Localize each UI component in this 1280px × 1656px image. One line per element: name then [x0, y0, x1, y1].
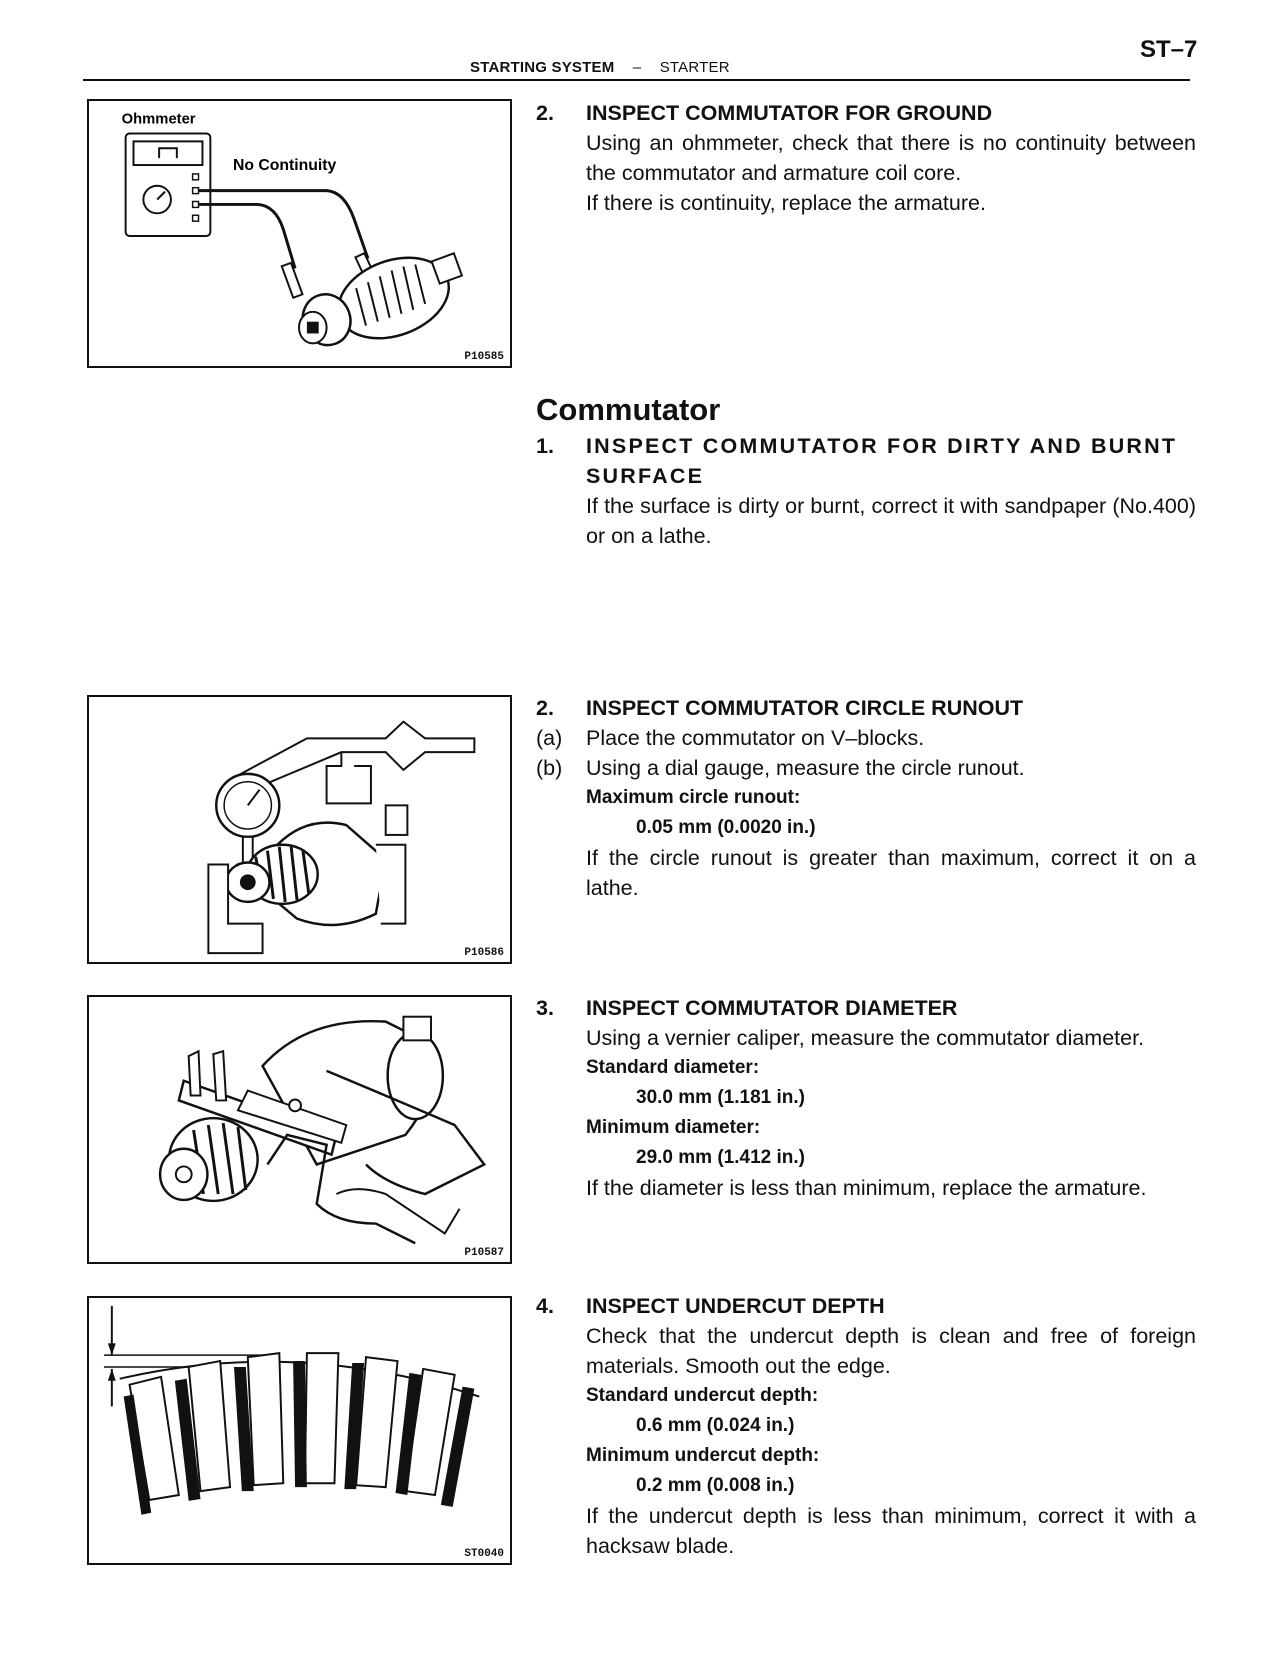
spec-value: 30.0 mm (1.181 in.): [636, 1087, 805, 1108]
step-number: 2.: [536, 696, 554, 720]
step-runout: [536, 693, 1196, 903]
step-note: If the diameter is less than minimum, replace the armature.: [586, 1176, 1147, 1200]
figure-ohmmeter: [87, 99, 512, 368]
figure-runout: [87, 695, 512, 964]
substep-label: (b): [536, 756, 563, 780]
substep-text: Place the commutator on V–blocks.: [586, 726, 925, 750]
runout-illustration: [89, 697, 510, 962]
diameter-illustration: [89, 997, 510, 1262]
figure-code: P10586: [464, 947, 504, 959]
figure-undercut: [87, 1296, 512, 1565]
step-dirty: [536, 431, 1196, 551]
figure-code: ST0040: [464, 1548, 504, 1560]
spec-value: 0.05 mm (0.0020 in.): [636, 817, 816, 838]
ohmmeter-label: Ohmmeter: [121, 111, 196, 128]
step-title: INSPECT COMMUTATOR DIAMETER: [586, 996, 958, 1020]
step-title: INSPECT COMMUTATOR FOR GROUND: [586, 101, 993, 125]
spec-value: 0.2 mm (0.008 in.): [636, 1475, 795, 1496]
running-header: [470, 59, 730, 76]
header-chapter: STARTING SYSTEM: [470, 59, 615, 76]
ohmmeter-illustration: [89, 101, 510, 366]
step-title: INSPECT COMMUTATOR CIRCLE RUNOUT: [586, 696, 1024, 720]
no-continuity-label: No Continuity: [233, 156, 337, 174]
spec-label: Maximum circle runout:: [586, 787, 801, 808]
figure-code: P10587: [464, 1247, 504, 1259]
step-number: 4.: [536, 1294, 554, 1318]
spec-value: 29.0 mm (1.412 in.): [636, 1147, 805, 1168]
step-text: If there is continuity, replace the armature.: [586, 191, 986, 215]
step-text: If the surface is dirty or burnt, correct it with sandpaper (No.400) or on a lathe.: [586, 494, 1196, 548]
header-separator: –: [632, 59, 642, 76]
spec-value: 0.6 mm (0.024 in.): [636, 1415, 795, 1436]
spec-label: Minimum diameter:: [586, 1117, 761, 1138]
header-section: STARTER: [659, 59, 730, 76]
figure-diameter: [87, 995, 512, 1264]
step-note: If the circle runout is greater than maximum, correct it on a lathe.: [586, 846, 1196, 900]
step-text: Using a vernier caliper, measure the commutator diameter.: [586, 1026, 1145, 1050]
step-diameter: [536, 993, 1196, 1203]
step-number: 1.: [536, 434, 554, 458]
substep-label: (a): [536, 726, 563, 750]
section-title: Commutator: [536, 392, 721, 427]
step-number: 3.: [536, 996, 554, 1020]
step-number: 2.: [536, 101, 554, 125]
spec-label: Standard undercut depth:: [586, 1385, 819, 1406]
page-number: ST–7: [1140, 36, 1198, 63]
step-text: Check that the undercut depth is clean and free of foreign materials. Smooth out the edge.: [586, 1324, 1196, 1378]
header-rule: [83, 79, 1190, 81]
step-undercut: [536, 1291, 1196, 1561]
undercut-illustration: [89, 1298, 510, 1563]
spec-label: Minimum undercut depth:: [586, 1445, 820, 1466]
step-title: INSPECT COMMUTATOR FOR DIRTY AND BURNT SURFACE: [586, 434, 1178, 488]
step-ground: [536, 98, 1196, 218]
figure-code: P10585: [464, 351, 504, 363]
spec-label: Standard diameter:: [586, 1057, 760, 1078]
step-note: If the undercut depth is less than minimum, correct it with a hacksaw blade.: [586, 1504, 1196, 1558]
substep-text: Using a dial gauge, measure the circle runout.: [586, 756, 1025, 780]
step-text: Using an ohmmeter, check that there is no continuity between the commutator and armature coil core.: [586, 131, 1196, 185]
step-title: INSPECT UNDERCUT DEPTH: [586, 1294, 885, 1318]
